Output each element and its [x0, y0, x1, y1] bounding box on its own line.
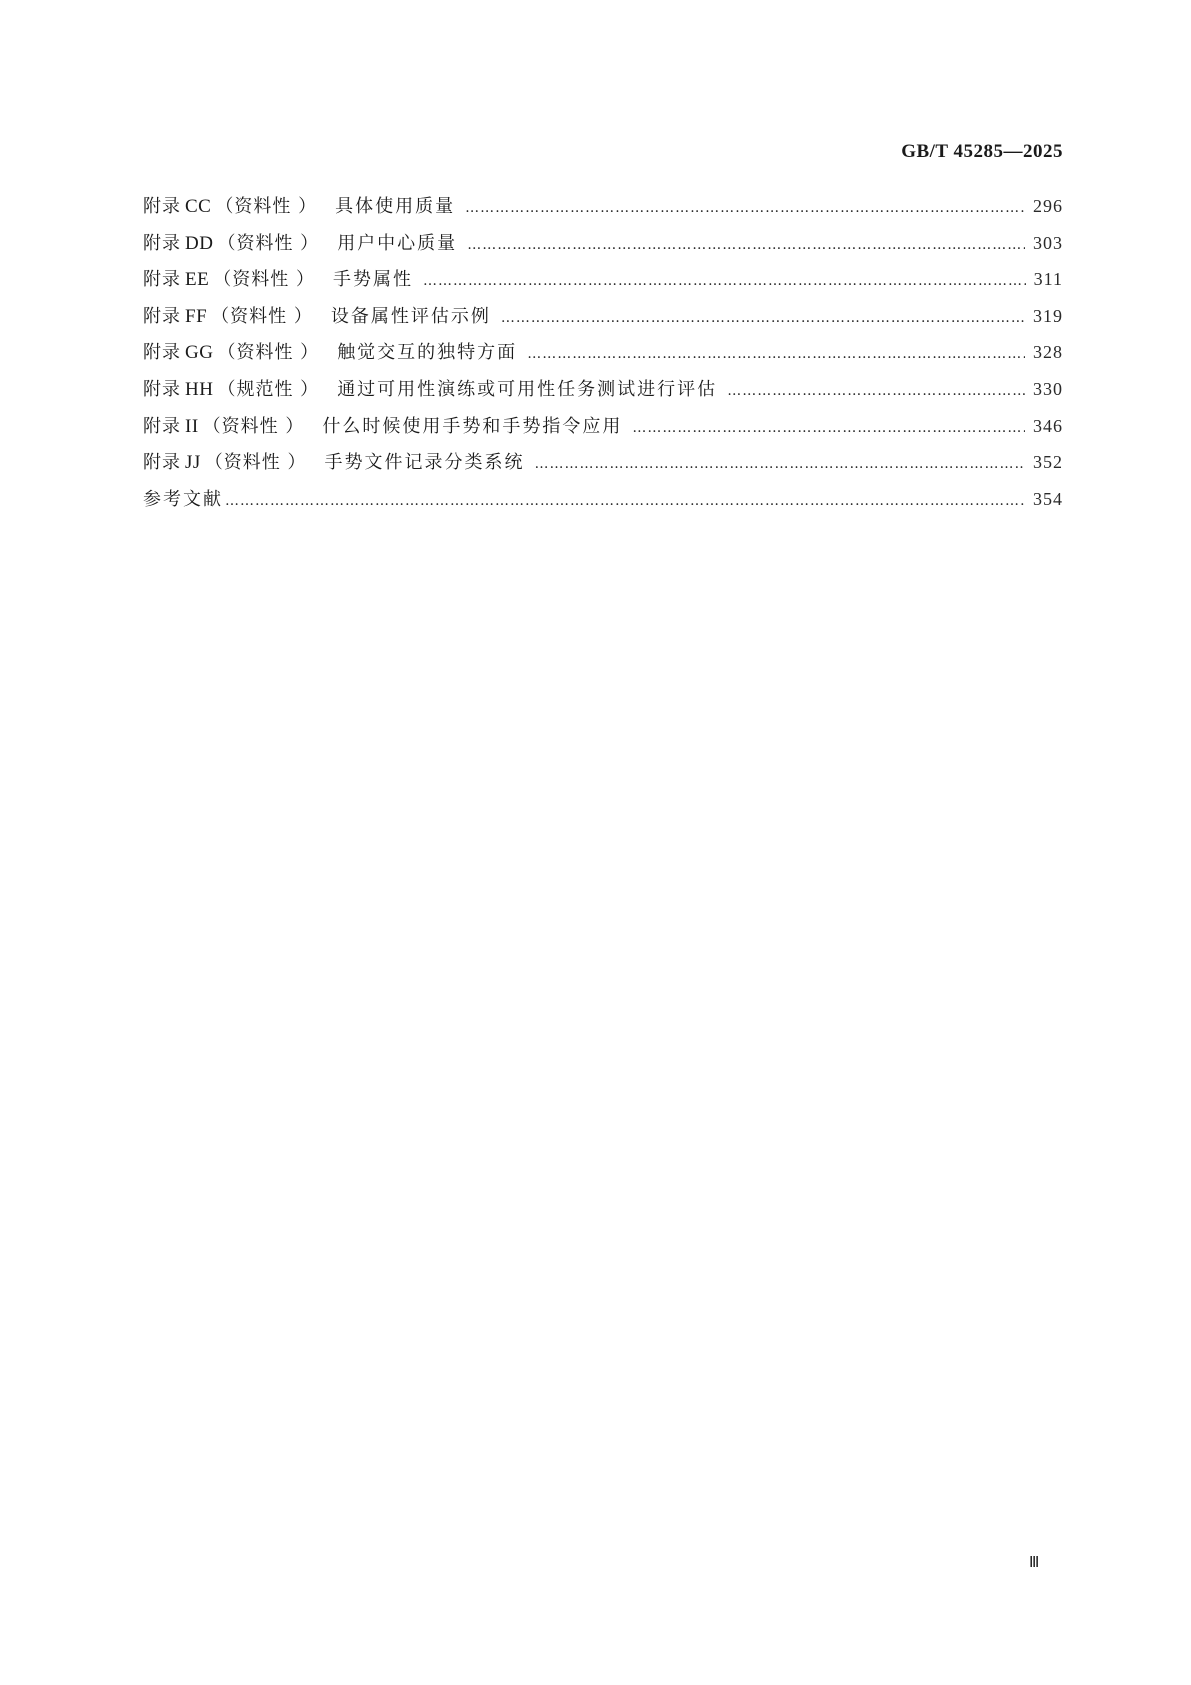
- dot-leader: [632, 420, 1025, 436]
- dot-leader: [535, 456, 1025, 472]
- page-folio: Ⅲ: [1029, 1555, 1040, 1571]
- dot-leader: [501, 310, 1025, 326]
- annex-code: FF: [185, 305, 208, 327]
- annex-type: （资料性 ）: [217, 342, 320, 364]
- annex-type: （资料性 ）: [217, 232, 320, 254]
- annex-code: CC: [185, 196, 212, 217]
- annex-type: （资料性 ）: [215, 196, 318, 217]
- annex-prefix: 附录: [143, 378, 181, 400]
- annex-title: 设备属性评估示例: [330, 305, 491, 327]
- page-number: 319: [1033, 305, 1063, 326]
- page-number: 303: [1033, 232, 1063, 253]
- annex-type: （资料性 ）: [204, 452, 307, 474]
- annex-code: JJ: [185, 452, 201, 474]
- references-title: 参考文献: [143, 488, 223, 510]
- dot-leader: [527, 346, 1025, 362]
- dot-leader: [465, 200, 1025, 216]
- standard-code: GB/T 45285—2025: [901, 141, 1063, 162]
- annex-type: （资料性 ）: [202, 415, 305, 437]
- toc-entry-ii[interactable]: [143, 412, 1063, 449]
- annex-code: GG: [185, 342, 214, 364]
- dot-leader: [727, 383, 1025, 399]
- table-of-contents: [143, 192, 1063, 521]
- annex-title: 用户中心质量: [337, 232, 458, 254]
- annex-title: 通过可用性演练或可用性任务测试进行评估: [337, 378, 718, 400]
- annex-title: 什么时候使用手势和手势指令应用: [322, 415, 623, 437]
- dot-leader: [467, 237, 1025, 253]
- toc-entry-dd[interactable]: [143, 229, 1063, 266]
- annex-title: 触觉交互的独特方面: [337, 342, 518, 364]
- page-number: 354: [1033, 488, 1063, 509]
- toc-entry-gg[interactable]: [143, 338, 1063, 375]
- dot-leader: [225, 493, 1025, 509]
- toc-entry-references[interactable]: [143, 485, 1063, 522]
- annex-prefix: 附录: [143, 232, 181, 254]
- page-number: 346: [1033, 415, 1063, 436]
- page-number: 296: [1033, 196, 1063, 216]
- toc-entry-hh[interactable]: [143, 375, 1063, 412]
- annex-code: EE: [185, 269, 210, 291]
- annex-prefix: 附录: [143, 305, 181, 327]
- annex-code: HH: [185, 378, 214, 400]
- annex-title: 手势属性: [332, 269, 413, 291]
- toc-entry-cc[interactable]: [143, 192, 1063, 229]
- annex-type: （资料性 ）: [211, 305, 313, 327]
- annex-prefix: 附录: [143, 196, 181, 217]
- annex-title: 具体使用质量: [335, 196, 456, 217]
- page-number: 328: [1033, 342, 1063, 363]
- annex-prefix: 附录: [143, 342, 181, 364]
- toc-entry-ee[interactable]: [143, 265, 1063, 302]
- page-number: 311: [1033, 269, 1063, 290]
- annex-prefix: 附录: [143, 269, 181, 291]
- toc-entry-ff[interactable]: [143, 302, 1063, 339]
- toc-entry-jj[interactable]: [143, 448, 1063, 485]
- page-number: 352: [1033, 452, 1063, 473]
- annex-type: （资料性 ）: [213, 269, 315, 291]
- annex-code: DD: [185, 232, 214, 254]
- page-number: 330: [1033, 378, 1063, 399]
- annex-type: （规范性 ）: [217, 378, 320, 400]
- dot-leader: [423, 273, 1026, 289]
- annex-prefix: 附录: [143, 415, 181, 437]
- annex-code: II: [185, 415, 199, 437]
- annex-prefix: 附录: [143, 452, 181, 474]
- annex-title: 手势文件记录分类系统: [324, 452, 525, 474]
